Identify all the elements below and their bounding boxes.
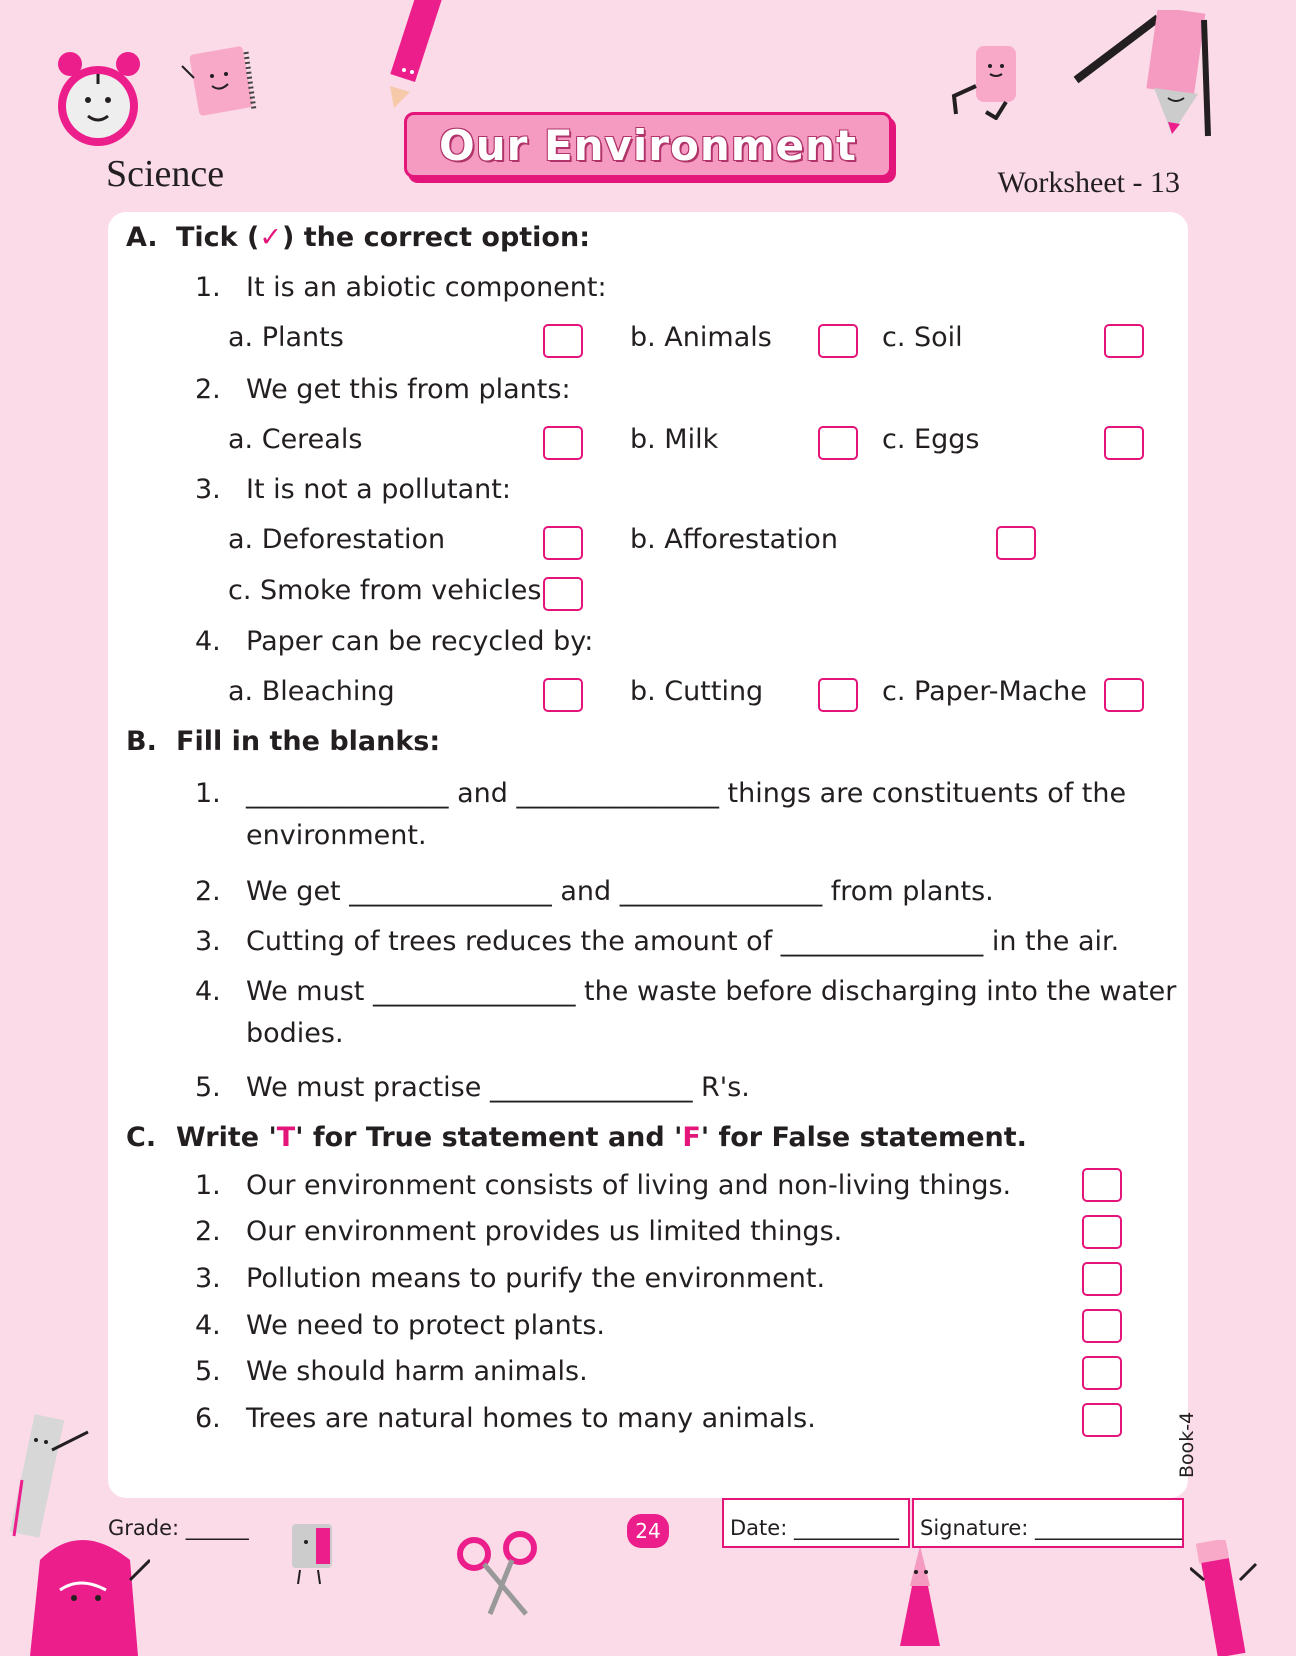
blank-line[interactable]: _______________ [516, 778, 719, 809]
mcq-question [126, 374, 1126, 414]
worksheet-number: Worksheet - 13 [997, 166, 1180, 199]
tick-checkbox[interactable] [818, 324, 858, 358]
true-false-item [126, 1170, 1126, 1210]
question-text: Paper can be recycled by: [246, 626, 594, 657]
fill-blank-item [126, 926, 1166, 966]
item-text: the waste before discharging into the water [575, 976, 1177, 1007]
fill-blank-item [126, 778, 1166, 868]
statement-text: Pollution means to purify the environment. [246, 1263, 826, 1294]
section-a-heading [126, 222, 1026, 262]
item-text: things are constituents of the [718, 778, 1127, 809]
worksheet-panel [108, 212, 1188, 1498]
item-text: We must [246, 976, 373, 1007]
statement-text: Trees are natural homes to many animals. [246, 1403, 816, 1434]
notepad-icon [176, 44, 266, 124]
item-number: 3. [195, 1263, 221, 1294]
blank-line[interactable]: _______________ [372, 976, 576, 1007]
sharpener-icon [282, 1520, 352, 1590]
mcq-question [126, 626, 1126, 666]
option-label: b. Milk [630, 424, 719, 455]
option-label: b. Afforestation [630, 524, 838, 555]
blank-line[interactable]: _______________ [489, 1072, 693, 1103]
blank-line[interactable]: _______________ [349, 876, 552, 907]
tick-checkbox[interactable] [818, 678, 858, 712]
alarm-clock-icon [50, 44, 150, 154]
true-false-item [126, 1403, 1126, 1443]
tick-checkbox[interactable] [543, 526, 583, 560]
item-number: 3. [195, 926, 221, 957]
subject-label: Science [106, 153, 225, 195]
pen-icon [880, 1546, 960, 1656]
question-number: 3. [195, 474, 221, 505]
tick-icon: ✓ [259, 222, 282, 253]
blank-line[interactable]: _______________ [780, 926, 984, 957]
tick-checkbox[interactable] [543, 426, 583, 460]
tick-checkbox[interactable] [996, 526, 1036, 560]
item-text: from plants. [822, 876, 994, 907]
section-c-heading-text: ' for True statement and ' [295, 1122, 683, 1153]
tick-checkbox[interactable] [818, 426, 858, 460]
true-letter: T [276, 1122, 296, 1153]
option-label: c. Soil [882, 322, 963, 353]
item-text-continued: bodies. [246, 1018, 344, 1049]
statement-text: Our environment provides us limited things. [246, 1216, 843, 1247]
option-label: c. Paper-Mache [882, 676, 1087, 707]
item-text: We must practise [246, 1072, 490, 1103]
section-c-heading [126, 1122, 1126, 1162]
title-banner [404, 112, 892, 178]
statement-text: We need to protect plants. [246, 1310, 605, 1341]
item-text: and [551, 876, 620, 907]
tick-checkbox[interactable] [1104, 678, 1144, 712]
tf-answer-box[interactable] [1082, 1215, 1122, 1249]
mcq-question [126, 272, 1126, 312]
item-text-continued: environment. [246, 820, 427, 851]
page-title: Our Environment [439, 121, 857, 170]
question-number: 4. [195, 626, 221, 657]
scissors-icon [454, 1530, 544, 1620]
option-label: a. Plants [228, 322, 344, 353]
tick-checkbox[interactable] [543, 577, 583, 611]
eraser-icon [946, 40, 1036, 120]
true-false-item [126, 1310, 1126, 1350]
tf-answer-box[interactable] [1082, 1309, 1122, 1343]
tick-checkbox[interactable] [1104, 324, 1144, 358]
grade-field[interactable]: Grade: ______ [108, 1516, 249, 1540]
section-a-heading-text: ) the correct option: [282, 222, 590, 253]
item-number: 4. [195, 1310, 221, 1341]
option-label: a. Bleaching [228, 676, 395, 707]
tick-checkbox[interactable] [543, 678, 583, 712]
question-number: 1. [195, 272, 221, 303]
fill-blank-item [126, 976, 1177, 1066]
item-number: 4. [195, 976, 221, 1007]
tf-answer-box[interactable] [1082, 1168, 1122, 1202]
tick-checkbox[interactable] [543, 324, 583, 358]
book-label: Book-4 [1176, 1411, 1198, 1478]
fill-blank-item [126, 876, 1166, 916]
item-number: 1. [195, 1170, 221, 1201]
section-c-heading-text: ' for False statement. [700, 1122, 1027, 1153]
option-label: a. Deforestation [228, 524, 446, 555]
tick-checkbox[interactable] [1104, 426, 1144, 460]
date-field[interactable]: Date: __________ [722, 1498, 910, 1548]
mcq-question [126, 474, 1126, 514]
pencil-ruler-icon [1072, 10, 1212, 140]
item-number: 5. [195, 1356, 221, 1387]
option-label: a. Cereals [228, 424, 363, 455]
option-label: c. Smoke from vehicles [228, 575, 542, 606]
option-label: b. Animals [630, 322, 772, 353]
section-c-heading-text: Write ' [176, 1122, 277, 1153]
true-false-item [126, 1216, 1126, 1256]
section-b-heading [126, 726, 1026, 766]
fill-blank-item [126, 1072, 1166, 1112]
question-text: It is not a pollutant: [246, 474, 511, 505]
tf-answer-box[interactable] [1082, 1262, 1122, 1296]
question-text: It is an abiotic component: [246, 272, 607, 303]
pencil-icon [1190, 1540, 1260, 1656]
signature-field[interactable]: Signature: ______________ [912, 1498, 1184, 1548]
section-a-letter: A. [126, 222, 158, 253]
bag-icon [10, 1520, 150, 1656]
question-number: 2. [195, 374, 221, 405]
option-label: b. Cutting [630, 676, 764, 707]
item-text: in the air. [983, 926, 1120, 957]
item-text: R's. [692, 1072, 750, 1103]
tf-answer-box[interactable] [1082, 1356, 1122, 1390]
section-b-heading-text: Fill in the blanks: [176, 726, 441, 757]
blank-line[interactable]: _______________ [246, 778, 449, 809]
tf-answer-box[interactable] [1082, 1403, 1122, 1437]
option-label: c. Eggs [882, 424, 980, 455]
pencil-icon [380, 0, 450, 110]
item-text: and [448, 778, 517, 809]
item-number: 5. [195, 1072, 221, 1103]
item-number: 6. [195, 1403, 221, 1434]
statement-text: We should harm animals. [246, 1356, 588, 1387]
item-text: We get [246, 876, 350, 907]
item-number: 1. [195, 778, 221, 809]
true-false-item [126, 1263, 1126, 1303]
item-text: Cutting of trees reduces the amount of [246, 926, 781, 957]
statement-text: Our environment consists of living and non-living things. [246, 1170, 1012, 1201]
item-number: 2. [195, 1216, 221, 1247]
section-c-letter: C. [126, 1122, 157, 1153]
question-text: We get this from plants: [246, 374, 571, 405]
section-a-heading-text: Tick ( [176, 222, 260, 253]
true-false-item [126, 1356, 1126, 1396]
blank-line[interactable]: _______________ [619, 876, 823, 907]
page-number: 24 [627, 1514, 669, 1548]
section-b-letter: B. [126, 726, 157, 757]
item-number: 2. [195, 876, 221, 907]
false-letter: F [682, 1122, 701, 1153]
